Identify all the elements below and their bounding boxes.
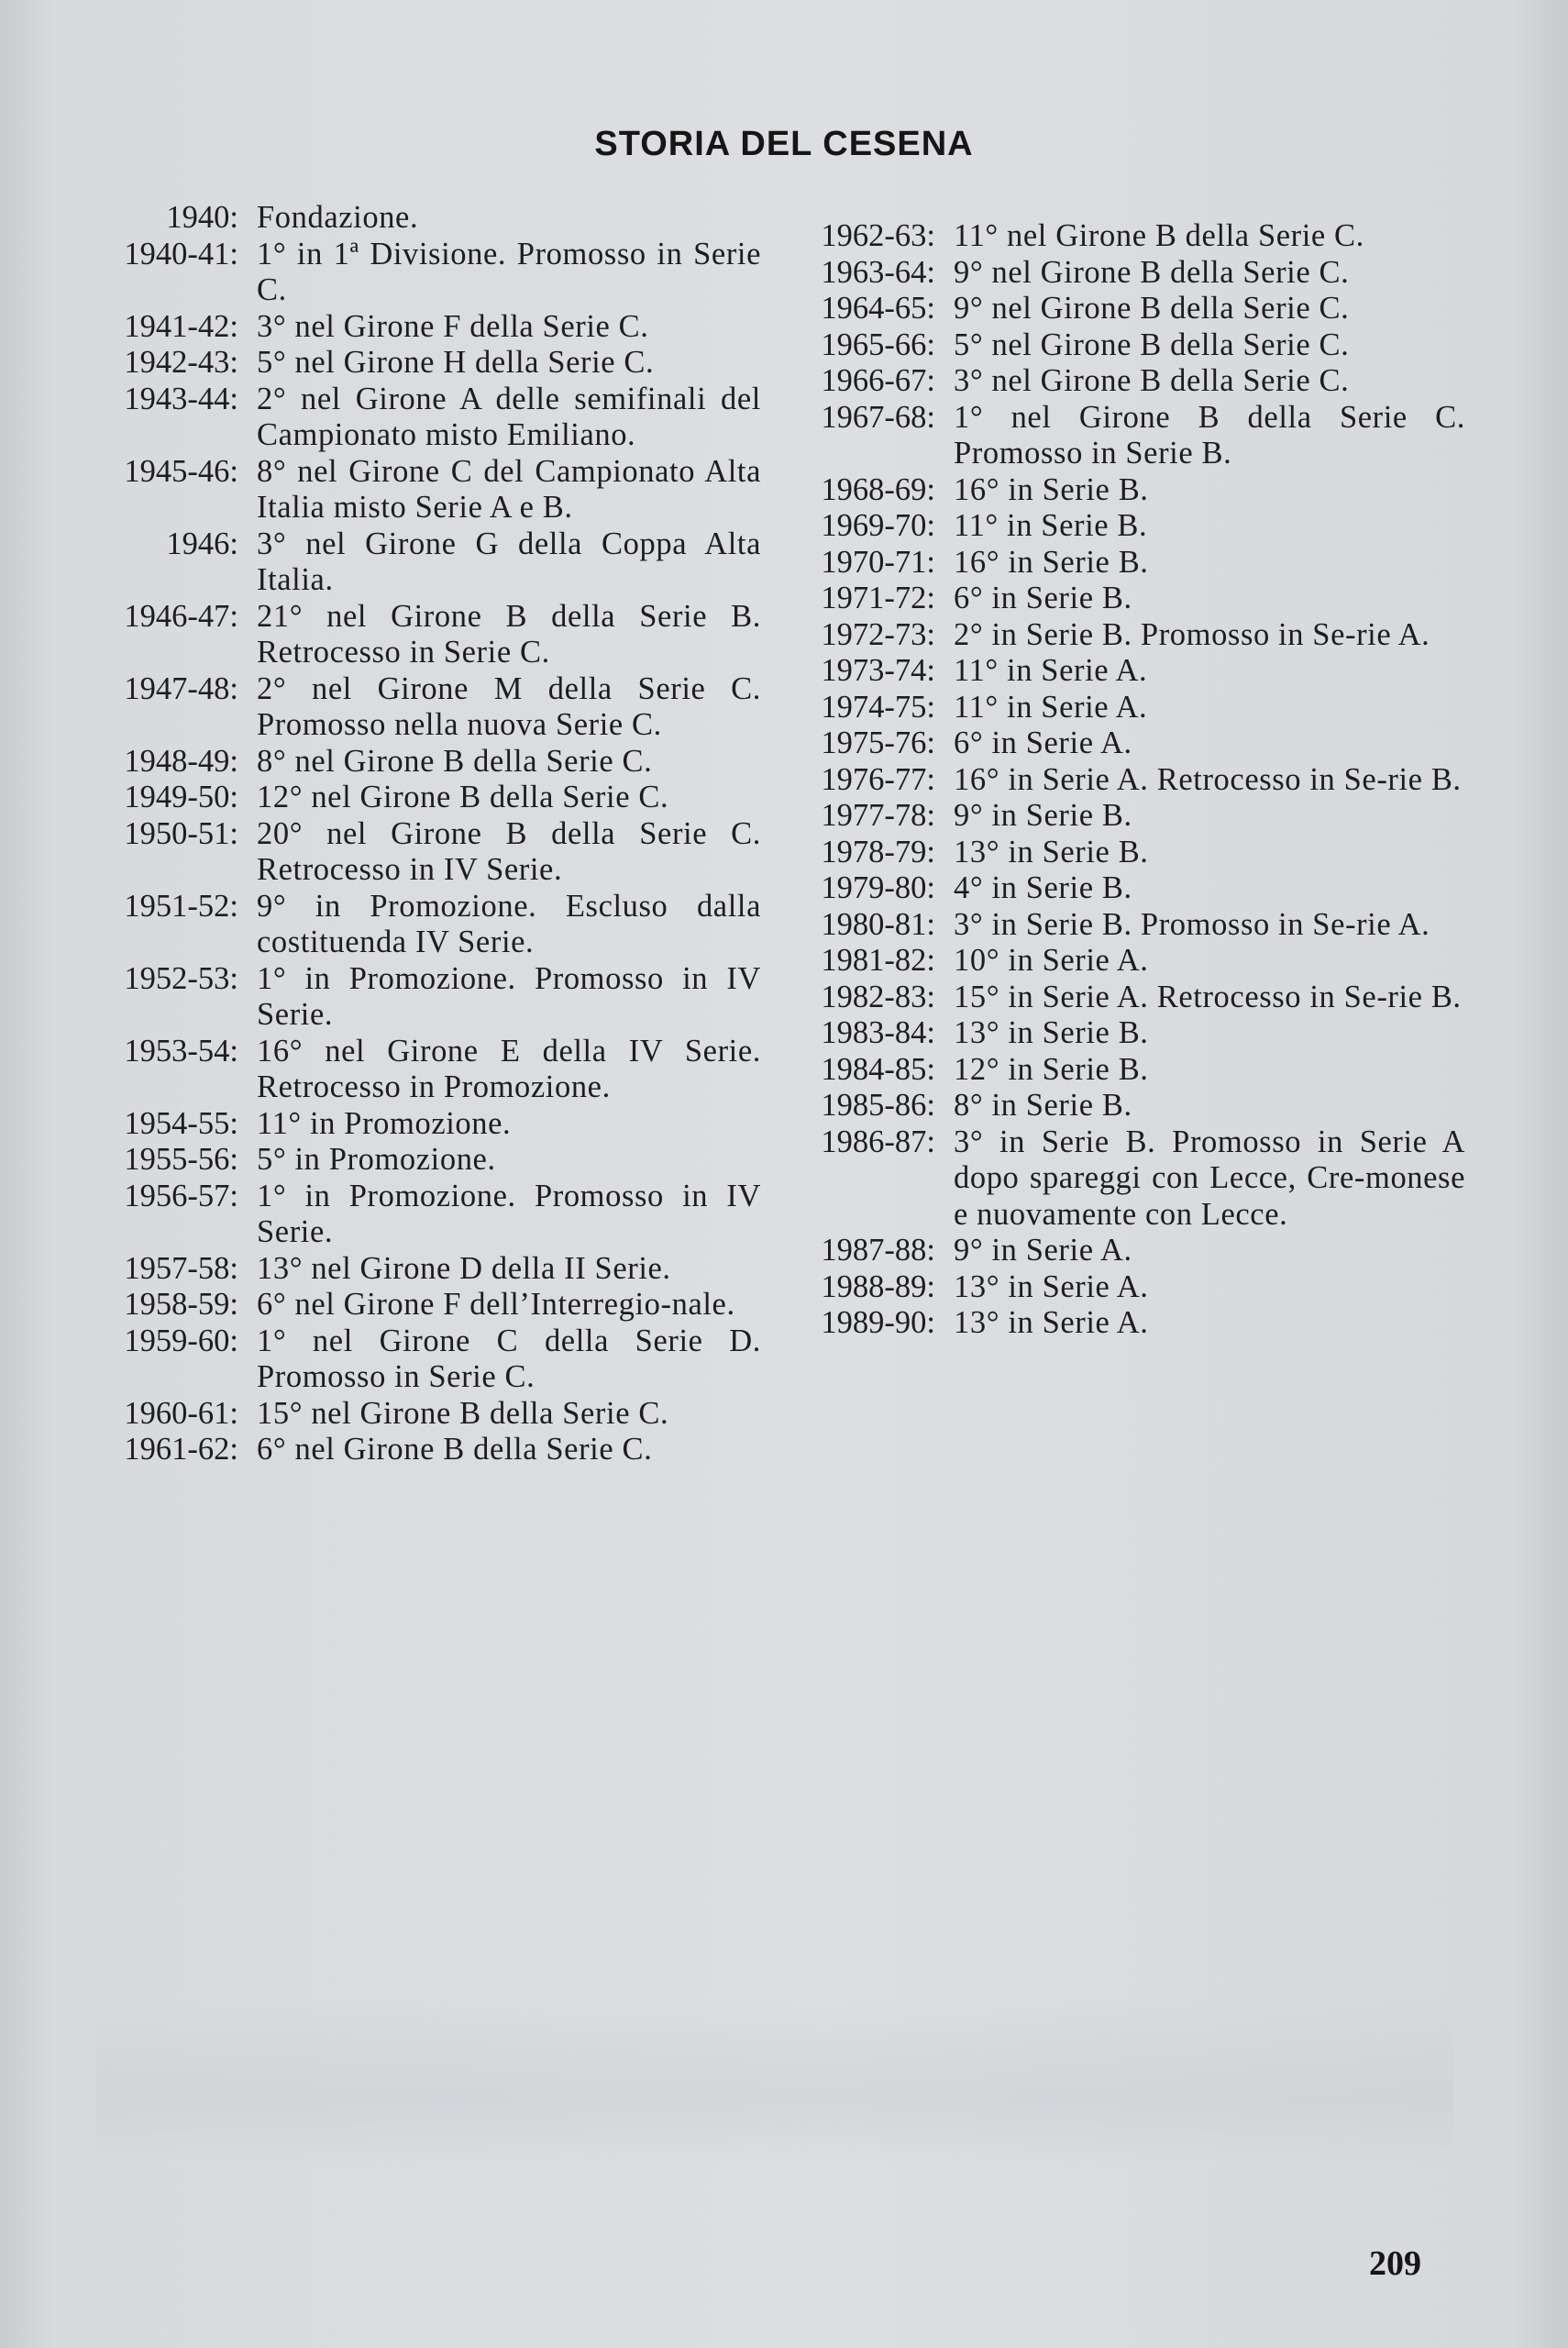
season-result: 16° in Serie B.	[954, 544, 1149, 580]
spacer	[238, 1432, 257, 1468]
season-result: 1° in Promozione. Promosso in IV Serie.	[257, 1178, 761, 1249]
season-year: 1941-42:	[124, 308, 238, 344]
spacer	[238, 1251, 257, 1288]
season-entry	[796, 870, 1465, 907]
season-year: 1989-90:	[821, 1305, 935, 1340]
season-year: 1975-76:	[821, 725, 935, 760]
spacer	[935, 835, 954, 871]
season-year: 1940-41:	[124, 236, 238, 271]
season-entry	[796, 980, 1465, 1016]
spacer	[238, 1287, 257, 1324]
season-result: 11° in Promozione.	[257, 1105, 512, 1141]
season-year: 1985-86:	[821, 1088, 935, 1123]
season-entry	[101, 961, 761, 1034]
spacer	[935, 1269, 954, 1306]
season-year: 1968-69:	[821, 471, 935, 507]
season-result: 2° nel Girone A delle semifinali del Campionato misto Emiliano.	[257, 381, 761, 452]
spacer	[935, 762, 954, 799]
season-year: 1943-44:	[124, 381, 238, 416]
season-result: 13° in Serie B.	[954, 834, 1149, 869]
season-result: 2° in Serie B. Promosso in Se-rie A.	[954, 616, 1430, 652]
season-year: 1940:	[166, 200, 238, 235]
season-year: 1961-62:	[124, 1432, 238, 1467]
spacer	[935, 617, 954, 654]
spacer	[935, 400, 954, 472]
season-entry	[796, 255, 1465, 292]
season-entry	[101, 526, 761, 599]
season-entry	[101, 1142, 761, 1179]
season-result: 3° nel Girone F della Serie C.	[257, 308, 649, 344]
season-result: 9° in Promozione. Escluso dalla costituenda IV Serie.	[257, 888, 761, 959]
season-year: 1974-75:	[821, 689, 935, 725]
season-year: 1986-87:	[821, 1124, 935, 1159]
season-result: 1° in 1ª Divisione. Promosso in Serie C.	[257, 236, 761, 307]
season-year: 1976-77:	[821, 761, 935, 797]
season-entry	[796, 835, 1465, 871]
season-result: 5° nel Girone B della Serie C.	[954, 327, 1350, 362]
season-result: 9° in Serie A.	[954, 1233, 1132, 1268]
season-result: 16° nel Girone E della IV Serie. Retrocesso in Promozione.	[257, 1033, 761, 1104]
season-result: 5° nel Girone H della Serie C.	[257, 345, 655, 380]
spacer	[935, 363, 954, 400]
season-year: 1973-74:	[821, 653, 935, 688]
season-result: 11° in Serie B.	[954, 508, 1148, 543]
spacer	[935, 327, 954, 364]
spacer	[935, 508, 954, 545]
season-result: Fondazione.	[257, 200, 419, 235]
season-entry	[101, 816, 761, 889]
season-entry	[101, 889, 761, 961]
season-entry	[796, 1015, 1465, 1052]
season-result: 3° in Serie B. Promosso in Se-rie A.	[954, 906, 1430, 942]
spacer	[935, 690, 954, 726]
season-year: 1977-78:	[821, 798, 935, 833]
season-entry	[101, 1396, 761, 1433]
history-left-column	[101, 200, 761, 1468]
season-year: 1953-54:	[124, 1033, 238, 1069]
page-title: STORIA DEL CESENA	[594, 125, 974, 163]
spacer	[238, 309, 257, 346]
season-entry	[101, 1034, 761, 1106]
season-result: 8° nel Girone B della Serie C.	[257, 743, 653, 779]
season-result: 13° in Serie A.	[954, 1305, 1149, 1340]
season-entry	[101, 1106, 761, 1143]
season-entry	[101, 1179, 761, 1251]
season-year: 1979-80:	[821, 870, 935, 905]
spacer	[935, 870, 954, 907]
season-year: 1988-89:	[821, 1268, 935, 1304]
spacer	[935, 581, 954, 617]
season-result: 13° nel Girone D della II Serie.	[257, 1250, 671, 1286]
season-year: 1956-57:	[124, 1178, 238, 1213]
season-entry	[796, 545, 1465, 581]
season-result: 1° nel Girone C della Serie D. Promosso in Serie C.	[257, 1323, 761, 1394]
spacer	[935, 1015, 954, 1052]
season-year: 1957-58:	[124, 1250, 238, 1286]
spacer	[238, 1106, 257, 1143]
season-entry	[101, 671, 761, 744]
season-entry	[796, 907, 1465, 944]
season-result: 15° in Serie A. Retrocesso in Se-rie B.	[954, 979, 1462, 1014]
spacer	[238, 1396, 257, 1433]
season-year: 1945-46:	[124, 453, 238, 489]
season-entry	[796, 327, 1465, 364]
season-year: 1969-70:	[821, 508, 935, 543]
season-result: 9° nel Girone B della Serie C.	[954, 291, 1350, 326]
season-year: 1971-72:	[821, 581, 935, 615]
season-result: 16° in Serie B.	[954, 471, 1149, 507]
spacer	[238, 780, 257, 816]
spacer	[935, 545, 954, 581]
season-entry	[796, 291, 1465, 327]
season-entry	[796, 725, 1465, 762]
season-year: 1958-59:	[124, 1287, 238, 1322]
season-year: 1966-67:	[821, 363, 935, 398]
season-result: 12° in Serie B.	[954, 1051, 1149, 1087]
season-result: 6° nel Girone F dell’Interregio-nale.	[257, 1287, 735, 1322]
spacer	[935, 725, 954, 762]
season-entry	[101, 780, 761, 816]
season-result: 15° nel Girone B della Serie C.	[257, 1395, 669, 1431]
spacer	[238, 1034, 257, 1106]
season-result: 4° in Serie B.	[954, 870, 1132, 905]
season-entry	[796, 581, 1465, 617]
spacer	[935, 943, 954, 980]
season-entry	[101, 1432, 761, 1468]
season-year: 1946:	[166, 526, 238, 561]
spacer	[935, 1233, 954, 1269]
season-result: 8° in Serie B.	[954, 1088, 1132, 1123]
spacer	[238, 454, 257, 526]
season-entry	[796, 1088, 1465, 1124]
spacer	[238, 599, 257, 671]
season-result: 11° nel Girone B della Serie C.	[954, 218, 1364, 253]
season-entry	[101, 599, 761, 671]
season-result: 2° nel Girone M della Serie C. Promosso nella nuova Serie C.	[257, 670, 761, 742]
spacer	[935, 1052, 954, 1089]
spacer	[935, 255, 954, 292]
season-result: 3° nel Girone G della Coppa Alta Italia.	[257, 526, 761, 597]
season-entry	[796, 363, 1465, 400]
spacer	[238, 744, 257, 781]
season-result: 6° in Serie B.	[954, 581, 1132, 615]
season-entry	[796, 1052, 1465, 1089]
season-entry	[101, 200, 761, 237]
season-result: 5° in Promozione.	[257, 1142, 496, 1177]
season-result: 3° in Serie B. Promosso in Serie A dopo spareggi con Lecce, Cre-monese e nuovamente con Lecce.	[954, 1124, 1465, 1232]
season-year: 1942-43:	[124, 345, 238, 380]
spacer	[238, 382, 257, 454]
spacer	[238, 200, 257, 237]
season-year: 1960-61:	[124, 1395, 238, 1431]
season-year: 1980-81:	[821, 906, 935, 942]
season-year: 1959-60:	[124, 1323, 238, 1358]
season-year: 1949-50:	[124, 780, 238, 814]
season-result: 10° in Serie A.	[954, 943, 1149, 978]
spacer	[935, 218, 954, 255]
season-entry	[101, 1251, 761, 1288]
spacer	[238, 816, 257, 889]
season-entry	[796, 1269, 1465, 1306]
season-entry	[796, 798, 1465, 835]
season-entry	[101, 1287, 761, 1324]
season-entry	[796, 653, 1465, 690]
season-entry	[101, 1324, 761, 1396]
season-year: 1951-52:	[124, 888, 238, 924]
spacer	[238, 961, 257, 1034]
season-entry	[796, 1305, 1465, 1342]
season-entry	[796, 400, 1465, 472]
season-entry	[101, 382, 761, 454]
spacer	[238, 1179, 257, 1251]
season-year: 1972-73:	[821, 616, 935, 652]
season-result: 1° in Promozione. Promosso in IV Serie.	[257, 960, 761, 1032]
season-result: 12° nel Girone B della Serie C.	[257, 780, 669, 814]
spacer	[935, 980, 954, 1016]
season-result: 16° in Serie A. Retrocesso in Se-rie B.	[954, 761, 1462, 797]
season-year: 1982-83:	[821, 979, 935, 1014]
season-result: 20° nel Girone B della Serie C. Retrocesso in IV Serie.	[257, 815, 761, 887]
season-result: 8° nel Girone C del Campionato Alta Italia misto Serie A e B.	[257, 453, 761, 525]
spacer	[238, 889, 257, 961]
season-entry	[796, 1233, 1465, 1269]
season-year: 1978-79:	[821, 834, 935, 869]
season-year: 1981-82:	[821, 943, 935, 978]
season-result: 9° in Serie B.	[954, 798, 1132, 833]
spacer	[935, 653, 954, 690]
season-entry	[796, 690, 1465, 726]
season-year: 1983-84:	[821, 1015, 935, 1050]
spacer	[935, 1088, 954, 1124]
spacer	[238, 345, 257, 382]
season-result: 11° in Serie A.	[954, 653, 1148, 688]
spacer	[238, 237, 257, 309]
season-entry	[796, 472, 1465, 509]
season-entry	[101, 309, 761, 346]
season-year: 1987-88:	[821, 1233, 935, 1268]
spacer	[935, 798, 954, 835]
season-entry	[101, 345, 761, 382]
spacer	[238, 526, 257, 599]
season-year: 1965-66:	[821, 327, 935, 362]
season-year: 1952-53:	[124, 960, 238, 996]
season-year: 1954-55:	[124, 1105, 238, 1141]
season-year: 1984-85:	[821, 1051, 935, 1087]
season-year: 1947-48:	[124, 670, 238, 706]
season-result: 21° nel Girone B della Serie B. Retrocesso in Serie C.	[257, 598, 761, 670]
season-year: 1964-65:	[821, 291, 935, 326]
spacer	[238, 671, 257, 744]
spacer	[935, 291, 954, 327]
season-result: 6° in Serie A.	[954, 725, 1132, 760]
season-year: 1970-71:	[821, 544, 935, 580]
season-entry	[796, 1124, 1465, 1234]
season-result: 13° in Serie B.	[954, 1015, 1149, 1050]
spacer	[238, 1324, 257, 1396]
season-entry	[796, 508, 1465, 545]
season-entry	[796, 943, 1465, 980]
spacer	[935, 472, 954, 509]
page-shading	[96, 1999, 1453, 2165]
page-number: 209	[1369, 2244, 1421, 2283]
season-result: 3° nel Girone B della Serie C.	[954, 363, 1350, 398]
season-year: 1948-49:	[124, 743, 238, 779]
season-entry	[796, 617, 1465, 654]
season-entry	[796, 762, 1465, 799]
season-year: 1946-47:	[124, 598, 238, 634]
season-entry	[101, 454, 761, 526]
season-result: 6° nel Girone B della Serie C.	[257, 1432, 653, 1467]
season-year: 1955-56:	[124, 1142, 238, 1177]
spacer	[935, 1305, 954, 1342]
season-year: 1963-64:	[821, 254, 935, 290]
season-result: 1° nel Girone B della Serie C. Promosso in Serie B.	[954, 399, 1465, 471]
season-entry	[101, 237, 761, 309]
season-entry	[101, 744, 761, 781]
season-year: 1950-51:	[124, 815, 238, 851]
spacer	[935, 907, 954, 944]
season-year: 1967-68:	[821, 399, 935, 435]
spacer	[238, 1142, 257, 1179]
spacer	[935, 1124, 954, 1234]
season-result: 9° nel Girone B della Serie C.	[954, 254, 1350, 290]
season-result: 13° in Serie A.	[954, 1268, 1149, 1304]
history-right-column	[796, 218, 1465, 1342]
season-entry	[796, 218, 1465, 255]
season-year: 1962-63:	[821, 218, 935, 253]
season-result: 11° in Serie A.	[954, 689, 1148, 725]
